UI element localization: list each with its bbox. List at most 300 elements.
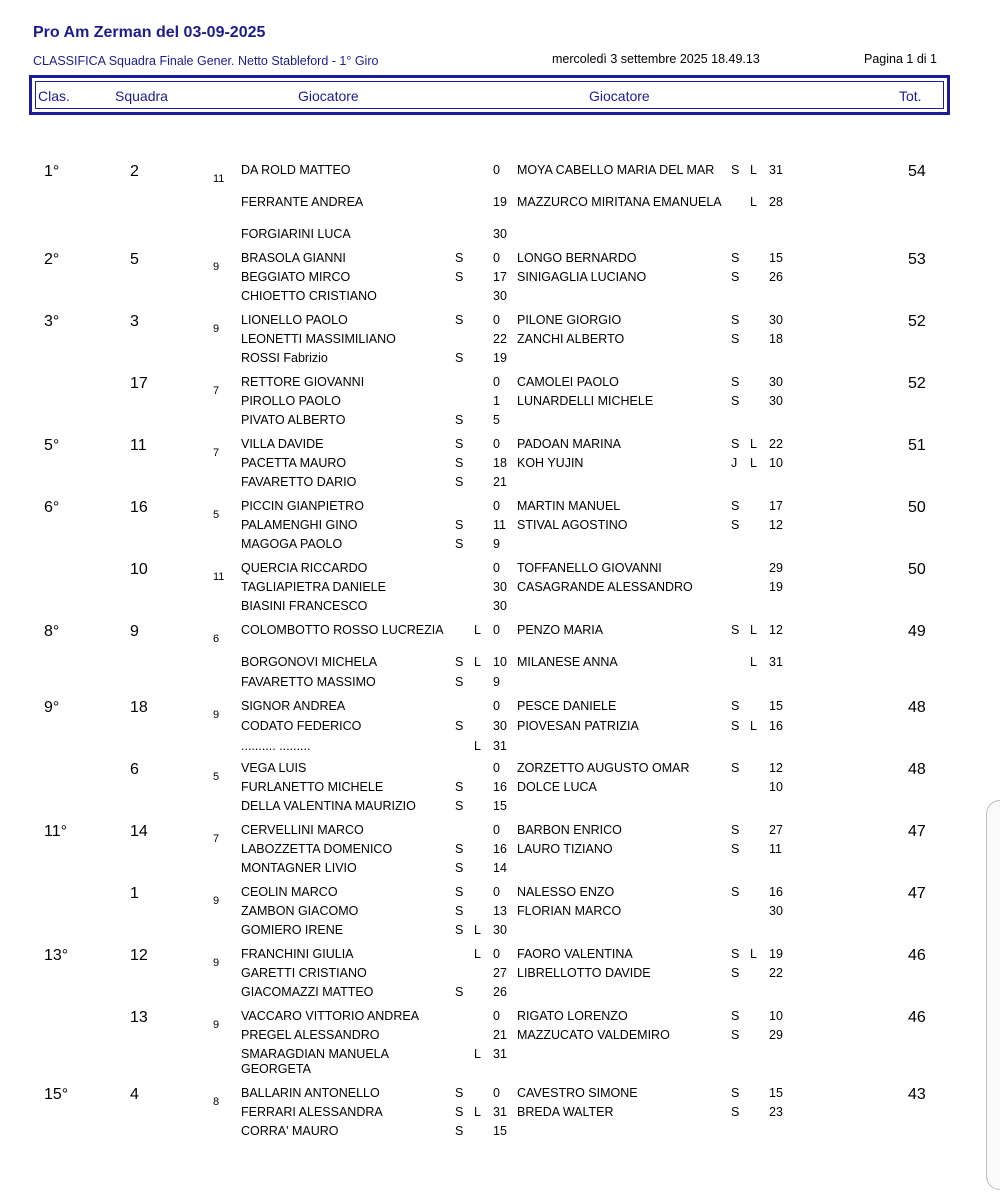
- player-flag-s: S: [731, 623, 740, 637]
- player-flag-s: S: [731, 270, 740, 284]
- player-name: GIACOMAZZI MATTEO: [241, 985, 374, 999]
- table-row: [0, 947, 1000, 966]
- player-flag-s: S: [455, 251, 464, 265]
- player-name: FRANCHINI GIULIA: [241, 947, 354, 961]
- player-flag-s: S: [731, 947, 740, 961]
- player-points: 1: [493, 394, 500, 408]
- table-row: [0, 270, 1000, 289]
- player-points: 10: [493, 655, 507, 669]
- player-points: 30: [493, 719, 507, 733]
- player-flag-s: S: [731, 1028, 740, 1042]
- rank-cell: 3°: [44, 313, 60, 330]
- player-points: 18: [769, 332, 783, 346]
- table-row: [0, 966, 1000, 985]
- team-handicap-cell: 6: [213, 633, 220, 645]
- table-row: [0, 227, 1000, 251]
- team-number-cell: 3: [130, 313, 139, 330]
- player-points: 12: [769, 623, 783, 637]
- team-number-cell: 11: [130, 437, 147, 454]
- player-flag-s: S: [731, 719, 740, 733]
- rank-cell: 8°: [44, 623, 60, 640]
- player-points: 9: [493, 675, 500, 689]
- player-points: 29: [769, 1028, 783, 1042]
- rank-cell: 5°: [44, 437, 60, 454]
- player-name: LONGO BERNARDO: [517, 251, 637, 265]
- player-points: 10: [769, 780, 783, 794]
- column-header-squadra: Squadra: [115, 88, 168, 104]
- rank-cell: 2°: [44, 251, 60, 268]
- table-row: [0, 719, 1000, 739]
- player-flag-s: S: [455, 413, 464, 427]
- player-points: 15: [769, 1086, 783, 1100]
- player-points: 31: [769, 163, 783, 177]
- player-name: DELLA VALENTINA MAURIZIO: [241, 799, 416, 813]
- table-row: [0, 761, 1000, 780]
- player-points: 19: [493, 351, 507, 365]
- player-points: 0: [493, 699, 500, 713]
- player-points: 11: [493, 518, 506, 532]
- player-name: PIROLLO PAOLO: [241, 394, 341, 408]
- player-flag-s: S: [731, 1086, 740, 1100]
- player-flag-s: S: [455, 1086, 464, 1100]
- player-flag-l: L: [750, 719, 757, 733]
- player-name: DOLCE LUCA: [517, 780, 597, 794]
- team-number-cell: 4: [130, 1086, 139, 1103]
- player-name: GOMIERO IRENE: [241, 923, 344, 937]
- player-flag-s: S: [455, 437, 464, 451]
- player-points: 26: [493, 985, 507, 999]
- player-points: 13: [493, 904, 507, 918]
- player-flag-s: S: [731, 885, 740, 899]
- player-points: 0: [493, 761, 500, 775]
- player-name: PACETTA MAURO: [241, 456, 347, 470]
- player-points: 30: [493, 599, 507, 613]
- player-flag-l: L: [474, 1105, 481, 1119]
- player-points: 31: [493, 739, 507, 753]
- player-flag-s: S: [731, 332, 740, 346]
- total-score-cell: 50: [908, 561, 926, 578]
- table-row: [0, 499, 1000, 518]
- total-score-cell: 49: [908, 623, 926, 640]
- player-flag-s: S: [455, 270, 464, 284]
- player-name: LIONELLO PAOLO: [241, 313, 348, 327]
- player-flag-l: L: [750, 947, 757, 961]
- player-flag-s: S: [455, 861, 464, 875]
- player-name: SINIGAGLIA LUCIANO: [517, 270, 647, 284]
- column-header-clas: Clas.: [38, 88, 70, 104]
- page-indicator: Pagina 1 di 1: [864, 52, 937, 66]
- total-score-cell: 46: [908, 947, 926, 964]
- team-group: [0, 313, 1000, 375]
- player-points: 21: [493, 475, 507, 489]
- player-points: 16: [769, 885, 783, 899]
- player-flag-s: S: [455, 456, 464, 470]
- player-flag-l: L: [474, 623, 481, 637]
- table-row: [0, 475, 1000, 499]
- player-name: BEGGIATO MIRCO: [241, 270, 351, 284]
- player-flag-l: L: [474, 923, 481, 937]
- table-row: [0, 904, 1000, 923]
- player-name: RETTORE GIOVANNI: [241, 375, 365, 389]
- table-row: [0, 561, 1000, 580]
- total-score-cell: 48: [908, 699, 926, 716]
- player-name: VEGA LUIS: [241, 761, 307, 775]
- player-points: 18: [493, 456, 507, 470]
- team-handicap-cell: 9: [213, 1019, 220, 1031]
- player-points: 0: [493, 1009, 500, 1023]
- player-points: 23: [769, 1105, 783, 1119]
- table-row: [0, 289, 1000, 313]
- player-flag-s: S: [731, 823, 740, 837]
- table-row: [0, 580, 1000, 599]
- player-flag-s: S: [455, 675, 464, 689]
- team-number-cell: 2: [130, 163, 139, 180]
- player-points: 0: [493, 885, 500, 899]
- table-row: [0, 599, 1000, 623]
- rank-cell: 15°: [44, 1086, 69, 1103]
- player-flag-s: S: [731, 499, 740, 513]
- player-points: 0: [493, 251, 500, 265]
- player-points: 16: [493, 842, 507, 856]
- player-name: PESCE DANIELE: [517, 699, 617, 713]
- column-header-giocatore-2: Giocatore: [589, 88, 650, 104]
- rank-cell: 1°: [44, 163, 60, 180]
- table-row: [0, 163, 1000, 195]
- team-handicap-cell: 7: [213, 447, 220, 459]
- team-handicap-cell: 9: [213, 261, 220, 273]
- player-points: 19: [769, 580, 783, 594]
- total-score-cell: 47: [908, 885, 926, 902]
- player-name: ZANCHI ALBERTO: [517, 332, 625, 346]
- player-flag-s: S: [731, 163, 740, 177]
- player-flag-l: L: [474, 655, 481, 669]
- player-points: 30: [769, 904, 783, 918]
- player-points: 30: [493, 580, 507, 594]
- team-group: [0, 251, 1000, 313]
- team-number-cell: 12: [130, 947, 148, 964]
- player-name: BORGONOVI MICHELA: [241, 655, 378, 669]
- player-points: 15: [769, 699, 783, 713]
- player-name: MONTAGNER LIVIO: [241, 861, 357, 875]
- total-score-cell: 52: [908, 313, 926, 330]
- player-flag-s: S: [731, 699, 740, 713]
- player-flag-s: S: [731, 842, 740, 856]
- player-points: 28: [769, 195, 783, 209]
- player-name: LABOZZETTA DOMENICO: [241, 842, 393, 856]
- table-row: [0, 985, 1000, 1009]
- player-name: CERVELLINI MARCO: [241, 823, 364, 837]
- player-flag-l: L: [750, 437, 757, 451]
- player-points: 15: [493, 1124, 507, 1138]
- player-points: 30: [493, 923, 507, 937]
- player-name: TOFFANELLO GIOVANNI: [517, 561, 662, 575]
- column-header-giocatore-1: Giocatore: [298, 88, 359, 104]
- player-flag-l: L: [474, 947, 481, 961]
- player-points: 0: [493, 437, 500, 451]
- team-group: [0, 823, 1000, 885]
- player-points: 30: [769, 394, 783, 408]
- player-flag-s: S: [731, 375, 740, 389]
- player-flag-s: S: [455, 719, 464, 733]
- team-number-cell: 1: [130, 885, 139, 902]
- team-handicap-cell: 11: [213, 173, 225, 185]
- total-score-cell: 48: [908, 761, 926, 778]
- team-number-cell: 13: [130, 1009, 148, 1026]
- player-points: 14: [493, 861, 507, 875]
- player-flag-l: L: [750, 655, 757, 669]
- team-number-cell: 17: [130, 375, 148, 392]
- team-number-cell: 16: [130, 499, 148, 516]
- player-flag-s: S: [455, 985, 464, 999]
- player-flag-s: S: [731, 313, 740, 327]
- table-row: [0, 456, 1000, 475]
- player-flag-l: L: [474, 1047, 481, 1061]
- report-subtitle: CLASSIFICA Squadra Finale Gener. Netto Stableford - 1° Giro: [33, 54, 379, 68]
- player-name: DA ROLD MATTEO: [241, 163, 351, 177]
- player-points: 0: [493, 947, 500, 961]
- team-handicap-cell: 9: [213, 323, 220, 335]
- player-name: FAVARETTO DARIO: [241, 475, 357, 489]
- player-name: NALESSO ENZO: [517, 885, 615, 899]
- player-points: 17: [493, 270, 507, 284]
- team-number-cell: 6: [130, 761, 139, 778]
- player-name: BARBON ENRICO: [517, 823, 622, 837]
- total-score-cell: 43: [908, 1086, 926, 1103]
- table-row: [0, 351, 1000, 375]
- player-points: 21: [493, 1028, 507, 1042]
- player-points: 31: [493, 1105, 507, 1119]
- player-flag-l: L: [750, 163, 757, 177]
- player-name: TAGLIAPIETRA DANIELE: [241, 580, 386, 594]
- player-points: 0: [493, 1086, 500, 1100]
- total-score-cell: 47: [908, 823, 926, 840]
- team-number-cell: 10: [130, 561, 148, 578]
- report-datetime: mercoledì 3 settembre 2025 18.49.13: [552, 52, 760, 66]
- player-name: FORGIARINI LUCA: [241, 227, 351, 241]
- player-flag-s: S: [455, 475, 464, 489]
- table-row: [0, 699, 1000, 719]
- player-name: SMARAGDIAN MANUELA GEORGETA: [241, 1047, 389, 1076]
- player-points: 0: [493, 313, 500, 327]
- team-number-cell: 9: [130, 623, 139, 640]
- player-points: 10: [769, 1009, 783, 1023]
- player-name: VACCARO VITTORIO ANDREA: [241, 1009, 420, 1023]
- player-name: .......... .........: [241, 739, 311, 753]
- table-row: [0, 394, 1000, 413]
- team-group: [0, 375, 1000, 437]
- rank-cell: 11°: [44, 823, 68, 840]
- player-name: PIOVESAN PATRIZIA: [517, 719, 639, 733]
- player-flag-s: S: [731, 1105, 740, 1119]
- player-name: MOYA CABELLO MARIA DEL MAR: [517, 163, 715, 177]
- player-points: 11: [769, 842, 782, 856]
- player-points: 0: [493, 375, 500, 389]
- player-points: 17: [769, 499, 783, 513]
- player-name: STIVAL AGOSTINO: [517, 518, 628, 532]
- player-points: 30: [769, 375, 783, 389]
- player-points: 31: [493, 1047, 507, 1061]
- player-name: CAVESTRO SIMONE: [517, 1086, 638, 1100]
- player-flag-s: S: [455, 904, 464, 918]
- team-handicap-cell: 9: [213, 709, 220, 721]
- player-name: FERRARI ALESSANDRA: [241, 1105, 383, 1119]
- player-flag-s: J: [731, 456, 738, 470]
- player-points: 30: [493, 289, 507, 303]
- team-handicap-cell: 8: [213, 1096, 220, 1108]
- side-panel-edge[interactable]: [986, 800, 1000, 1190]
- player-flag-s: S: [455, 885, 464, 899]
- player-points: 16: [769, 719, 783, 733]
- player-points: 29: [769, 561, 783, 575]
- total-score-cell: 50: [908, 499, 926, 516]
- player-name: FLORIAN MARCO: [517, 904, 622, 918]
- table-row: [0, 739, 1000, 761]
- total-score-cell: 51: [908, 437, 926, 454]
- table-row: [0, 1047, 1000, 1086]
- team-group: [0, 499, 1000, 561]
- table-row: [0, 923, 1000, 947]
- team-group: [0, 163, 1000, 251]
- player-name: PILONE GIORGIO: [517, 313, 622, 327]
- column-header-tot: Tot.: [899, 88, 922, 104]
- team-handicap-cell: 9: [213, 895, 220, 907]
- player-flag-l: L: [750, 623, 757, 637]
- player-name: PIVATO ALBERTO: [241, 413, 346, 427]
- table-row: [0, 780, 1000, 799]
- team-group: [0, 1009, 1000, 1086]
- table-row: [0, 842, 1000, 861]
- player-name: PADOAN MARINA: [517, 437, 621, 451]
- player-name: PALAMENGHI GINO: [241, 518, 358, 532]
- total-score-cell: 54: [908, 163, 926, 180]
- table-row: [0, 1086, 1000, 1105]
- team-number-cell: 5: [130, 251, 139, 268]
- player-flag-s: S: [455, 842, 464, 856]
- player-points: 12: [769, 761, 783, 775]
- team-handicap-cell: 7: [213, 833, 220, 845]
- player-name: QUERCIA RICCARDO: [241, 561, 368, 575]
- player-name: FAORO VALENTINA: [517, 947, 633, 961]
- player-name: FERRANTE ANDREA: [241, 195, 364, 209]
- player-points: 0: [493, 561, 500, 575]
- player-points: 9: [493, 537, 500, 551]
- table-row: [0, 861, 1000, 885]
- player-points: 12: [769, 518, 783, 532]
- player-points: 15: [493, 799, 507, 813]
- player-name: LIBRELLOTTO DAVIDE: [517, 966, 651, 980]
- team-handicap-cell: 7: [213, 385, 220, 397]
- player-points: 22: [493, 332, 507, 346]
- player-name: COLOMBOTTO ROSSO LUCREZIA: [241, 623, 444, 637]
- player-points: 22: [769, 966, 783, 980]
- player-points: 19: [493, 195, 507, 209]
- player-name: BALLARIN ANTONELLO: [241, 1086, 380, 1100]
- team-group: [0, 885, 1000, 947]
- player-name: PICCIN GIANPIETRO: [241, 499, 364, 513]
- player-flag-s: S: [455, 537, 464, 551]
- player-name: ZORZETTO AUGUSTO OMAR: [517, 761, 690, 775]
- ranking-table: [0, 163, 1000, 1148]
- table-row: [0, 885, 1000, 904]
- player-name: CAMOLEI PAOLO: [517, 375, 619, 389]
- team-group: [0, 761, 1000, 823]
- player-flag-s: S: [455, 1124, 464, 1138]
- team-group: [0, 623, 1000, 699]
- player-name: BRASOLA GIANNI: [241, 251, 346, 265]
- player-flag-s: S: [731, 966, 740, 980]
- total-score-cell: 52: [908, 375, 926, 392]
- player-points: 30: [493, 227, 507, 241]
- player-name: MAZZUCATO VALDEMIRO: [517, 1028, 670, 1042]
- table-row: [0, 1009, 1000, 1028]
- player-name: PENZO MARIA: [517, 623, 604, 637]
- table-row: [0, 437, 1000, 456]
- team-handicap-cell: 11: [213, 571, 225, 583]
- player-flag-s: S: [455, 1105, 464, 1119]
- player-flag-s: S: [455, 351, 464, 365]
- player-points: 30: [769, 313, 783, 327]
- player-name: CODATO FEDERICO: [241, 719, 362, 733]
- player-flag-s: S: [455, 923, 464, 937]
- table-row: [0, 195, 1000, 227]
- total-score-cell: 53: [908, 251, 926, 268]
- table-row: [0, 413, 1000, 437]
- player-name: ROSSI Fabrizio: [241, 351, 328, 365]
- player-flag-s: S: [731, 761, 740, 775]
- table-row: [0, 332, 1000, 351]
- player-points: 0: [493, 499, 500, 513]
- team-group: [0, 699, 1000, 761]
- report-title: Pro Am Zerman del 03-09-2025: [33, 24, 266, 41]
- player-flag-s: S: [731, 437, 740, 451]
- player-flag-s: S: [731, 1009, 740, 1023]
- team-number-cell: 18: [130, 699, 148, 716]
- player-name: SIGNOR ANDREA: [241, 699, 346, 713]
- table-row: [0, 675, 1000, 699]
- player-flag-l: L: [750, 195, 757, 209]
- player-name: ZAMBON GIACOMO: [241, 904, 359, 918]
- player-flag-s: S: [455, 799, 464, 813]
- player-points: 26: [769, 270, 783, 284]
- table-row: [0, 799, 1000, 823]
- player-name: MILANESE ANNA: [517, 655, 618, 669]
- player-name: FAVARETTO MASSIMO: [241, 675, 376, 689]
- table-row: [0, 655, 1000, 675]
- player-name: LEONETTI MASSIMILIANO: [241, 332, 396, 346]
- player-points: 0: [493, 623, 500, 637]
- table-row: [0, 1124, 1000, 1148]
- player-flag-s: S: [455, 655, 464, 669]
- rank-cell: 6°: [44, 499, 60, 516]
- player-points: 16: [493, 780, 507, 794]
- player-name: BIASINI FRANCESCO: [241, 599, 368, 613]
- table-row: [0, 537, 1000, 561]
- player-points: 27: [769, 823, 783, 837]
- table-row: [0, 375, 1000, 394]
- player-flag-s: S: [731, 518, 740, 532]
- player-points: 10: [769, 456, 783, 470]
- team-number-cell: 14: [130, 823, 148, 840]
- player-name: MAGOGA PAOLO: [241, 537, 343, 551]
- player-name: CORRA' MAURO: [241, 1124, 339, 1138]
- player-flag-l: L: [474, 739, 481, 753]
- player-name: KOH YUJIN: [517, 456, 584, 470]
- player-name: CHIOETTO CRISTIANO: [241, 289, 377, 303]
- player-points: 31: [769, 655, 783, 669]
- team-group: [0, 947, 1000, 1009]
- rank-cell: 13°: [44, 947, 69, 964]
- player-flag-s: S: [731, 251, 740, 265]
